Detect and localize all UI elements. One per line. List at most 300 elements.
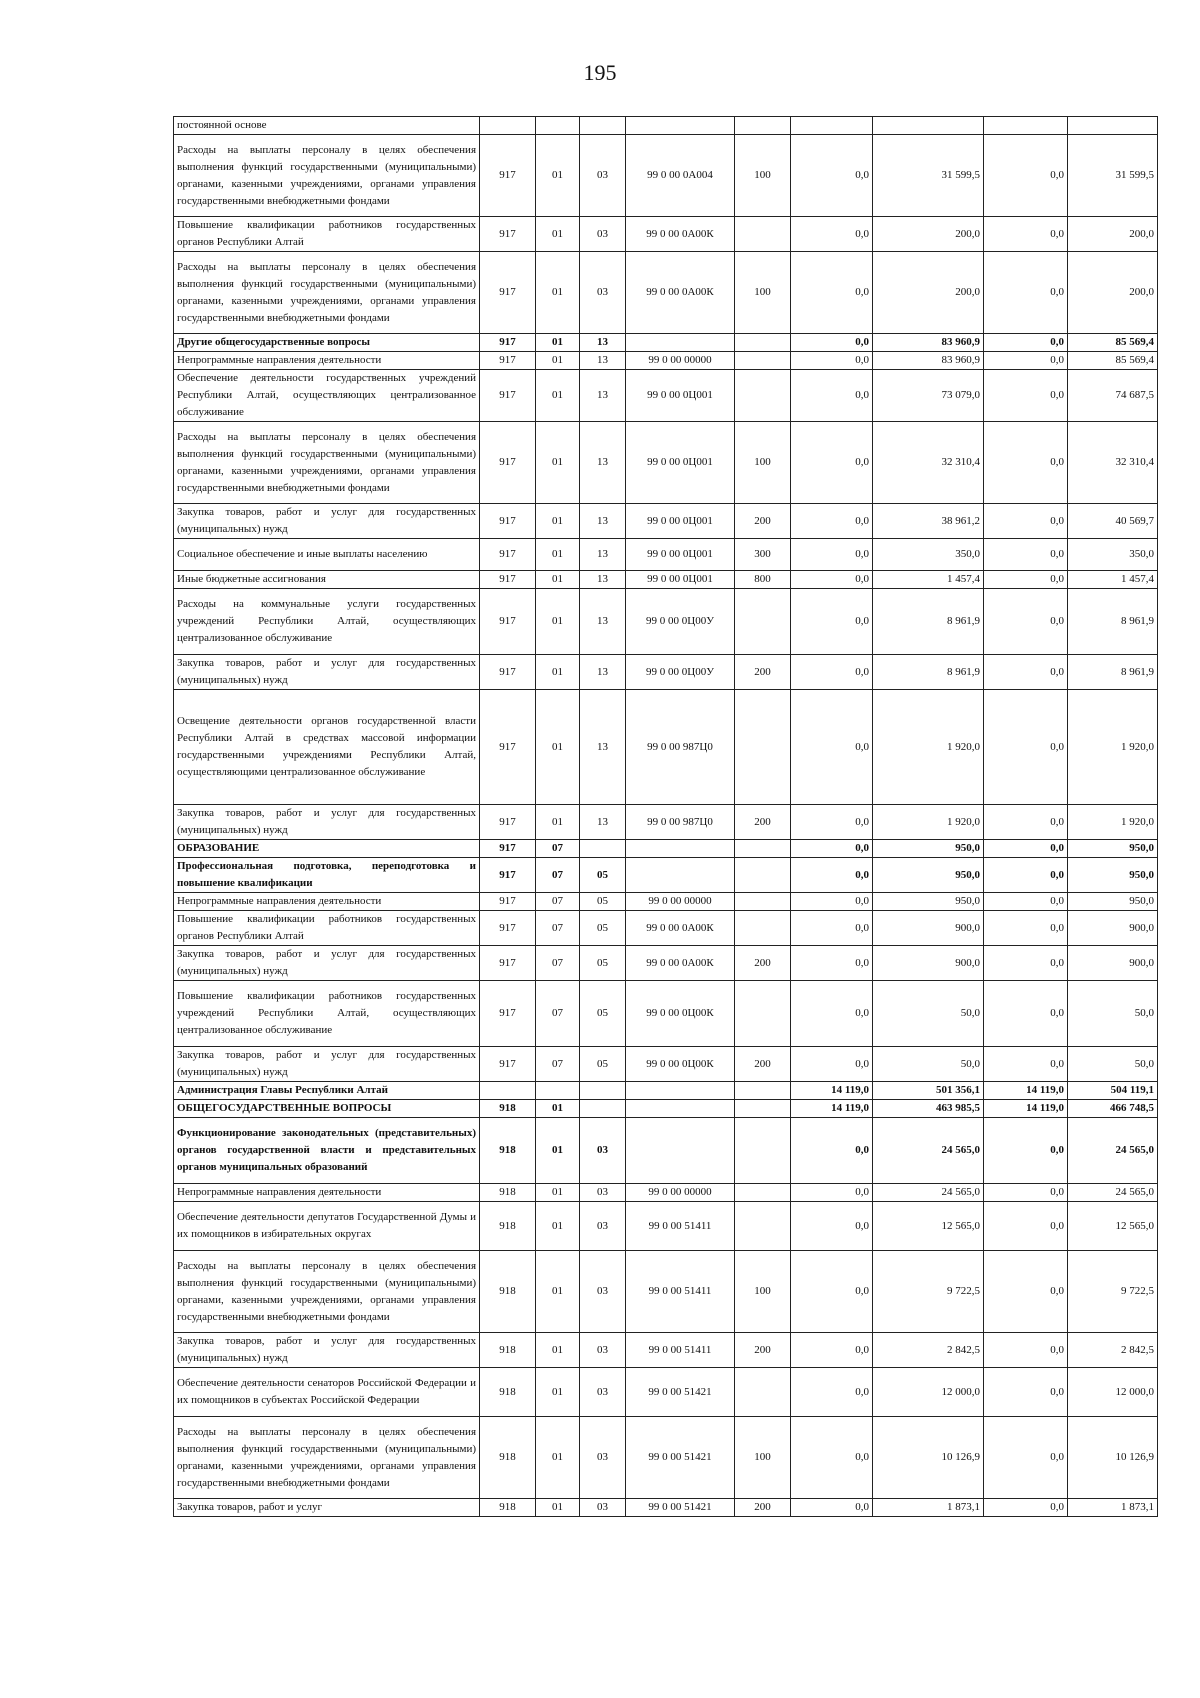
amount-col-3: 0,0 <box>984 571 1068 589</box>
expense-type-code: 200 <box>735 805 791 840</box>
table-row <box>174 1251 1158 1333</box>
table-body <box>174 117 1158 1517</box>
amount-col-3: 0,0 <box>984 1417 1068 1499</box>
amount-col-2: 1 457,4 <box>873 571 984 589</box>
amount-col-1: 0,0 <box>791 571 873 589</box>
amount-col-2: 200,0 <box>873 217 984 252</box>
section-code: 01 <box>536 1417 580 1499</box>
amount-col-4: 31 599,5 <box>1068 135 1158 217</box>
target-article-code <box>626 840 735 858</box>
expense-type-code: 100 <box>735 252 791 334</box>
row-name: Расходы на выплаты персоналу в целях обеспечения выполнения функций государственными (муниципальными) органами, казенными учреждениями, органами управления государственными внебюджетными фондами <box>174 1417 480 1499</box>
amount-col-3: 14 119,0 <box>984 1100 1068 1118</box>
amount-col-4: 24 565,0 <box>1068 1118 1158 1184</box>
table-row <box>174 981 1158 1047</box>
amount-col-2: 350,0 <box>873 539 984 571</box>
amount-col-3: 0,0 <box>984 805 1068 840</box>
section-code: 07 <box>536 981 580 1047</box>
table-row <box>174 858 1158 893</box>
ved-code: 917 <box>480 690 536 805</box>
table-row <box>174 135 1158 217</box>
ved-code <box>480 1082 536 1100</box>
row-name: Расходы на коммунальные услуги государственных учреждений Республики Алтай, осуществляющих централизованное обслуживание <box>174 589 480 655</box>
table-row <box>174 946 1158 981</box>
amount-col-3: 0,0 <box>984 858 1068 893</box>
amount-col-4: 12 565,0 <box>1068 1202 1158 1251</box>
amount-col-1: 0,0 <box>791 893 873 911</box>
target-article-code: 99 0 00 0Ц001 <box>626 571 735 589</box>
row-name: Повышение квалификации работников государственных органов Республики Алтай <box>174 217 480 252</box>
subsection-code: 13 <box>580 352 626 370</box>
expense-type-code <box>735 1100 791 1118</box>
ved-code: 918 <box>480 1251 536 1333</box>
table-row <box>174 893 1158 911</box>
amount-col-1: 0,0 <box>791 135 873 217</box>
expense-type-code <box>735 1368 791 1417</box>
amount-col-2: 73 079,0 <box>873 370 984 422</box>
row-name: Обеспечение деятельности сенаторов Российской Федерации и их помощников в субъектах Российской Федерации <box>174 1368 480 1417</box>
ved-code: 918 <box>480 1499 536 1517</box>
table-row <box>174 1184 1158 1202</box>
amount-col-2: 2 842,5 <box>873 1333 984 1368</box>
row-name: Закупка товаров, работ и услуг для государственных (муниципальных) нужд <box>174 1047 480 1082</box>
amount-col-1: 0,0 <box>791 539 873 571</box>
amount-col-1: 0,0 <box>791 252 873 334</box>
amount-col-1: 0,0 <box>791 1251 873 1333</box>
ved-code: 917 <box>480 893 536 911</box>
target-article-code <box>626 334 735 352</box>
ved-code: 917 <box>480 571 536 589</box>
amount-col-3: 0,0 <box>984 911 1068 946</box>
target-article-code: 99 0 00 51421 <box>626 1368 735 1417</box>
target-article-code: 99 0 00 0Ц001 <box>626 504 735 539</box>
expense-type-code: 200 <box>735 1333 791 1368</box>
amount-col-3: 0,0 <box>984 893 1068 911</box>
subsection-code: 03 <box>580 217 626 252</box>
row-name: Иные бюджетные ассигнования <box>174 571 480 589</box>
amount-col-2: 50,0 <box>873 1047 984 1082</box>
row-name: Повышение квалификации работников государственных органов Республики Алтай <box>174 911 480 946</box>
subsection-code: 03 <box>580 1251 626 1333</box>
expense-type-code <box>735 1082 791 1100</box>
amount-col-4: 32 310,4 <box>1068 422 1158 504</box>
table-row <box>174 217 1158 252</box>
row-name: ОБРАЗОВАНИЕ <box>174 840 480 858</box>
subsection-code: 03 <box>580 1499 626 1517</box>
expense-type-code <box>735 690 791 805</box>
target-article-code: 99 0 00 0Ц001 <box>626 539 735 571</box>
subsection-code: 13 <box>580 589 626 655</box>
expense-type-code <box>735 840 791 858</box>
subsection-code: 13 <box>580 571 626 589</box>
section-code: 07 <box>536 911 580 946</box>
amount-col-3: 0,0 <box>984 422 1068 504</box>
subsection-code: 05 <box>580 1047 626 1082</box>
table-row <box>174 571 1158 589</box>
row-name: Обеспечение деятельности государственных учреждений Республики Алтай, осуществляющих централизованное обслуживание <box>174 370 480 422</box>
target-article-code: 99 0 00 987Ц0 <box>626 805 735 840</box>
row-name: Непрограммные направления деятельности <box>174 893 480 911</box>
subsection-code: 13 <box>580 655 626 690</box>
amount-col-3: 0,0 <box>984 690 1068 805</box>
expense-type-code: 200 <box>735 655 791 690</box>
section-code: 01 <box>536 352 580 370</box>
section-code: 01 <box>536 1118 580 1184</box>
target-article-code: 99 0 00 51411 <box>626 1251 735 1333</box>
amount-col-2: 463 985,5 <box>873 1100 984 1118</box>
table-row <box>174 1082 1158 1100</box>
row-name: Закупка товаров, работ и услуг <box>174 1499 480 1517</box>
ved-code: 917 <box>480 981 536 1047</box>
row-name: ОБЩЕГОСУДАРСТВЕННЫЕ ВОПРОСЫ <box>174 1100 480 1118</box>
subsection-code: 13 <box>580 805 626 840</box>
subsection-code: 13 <box>580 422 626 504</box>
amount-col-3: 0,0 <box>984 981 1068 1047</box>
section-code: 07 <box>536 1047 580 1082</box>
target-article-code <box>626 1118 735 1184</box>
row-name: Закупка товаров, работ и услуг для государственных (муниципальных) нужд <box>174 504 480 539</box>
amount-col-3: 0,0 <box>984 1333 1068 1368</box>
section-code: 01 <box>536 1368 580 1417</box>
target-article-code: 99 0 00 0А00К <box>626 217 735 252</box>
target-article-code <box>626 117 735 135</box>
target-article-code: 99 0 00 51421 <box>626 1417 735 1499</box>
amount-col-2: 24 565,0 <box>873 1118 984 1184</box>
page-number: 195 <box>583 60 617 85</box>
amount-col-2 <box>873 117 984 135</box>
ved-code: 917 <box>480 946 536 981</box>
table-row <box>174 504 1158 539</box>
table-row <box>174 539 1158 571</box>
target-article-code <box>626 858 735 893</box>
amount-col-4: 85 569,4 <box>1068 352 1158 370</box>
target-article-code: 99 0 00 00000 <box>626 1184 735 1202</box>
row-name: Расходы на выплаты персоналу в целях обеспечения выполнения функций государственными (муниципальными) органами, казенными учреждениями, органами управления государственными внебюджетными фондами <box>174 422 480 504</box>
expense-type-code <box>735 1184 791 1202</box>
section-code: 01 <box>536 571 580 589</box>
row-name: Закупка товаров, работ и услуг для государственных (муниципальных) нужд <box>174 1333 480 1368</box>
amount-col-4: 200,0 <box>1068 252 1158 334</box>
amount-col-2: 501 356,1 <box>873 1082 984 1100</box>
amount-col-1: 0,0 <box>791 1118 873 1184</box>
section-code: 01 <box>536 1499 580 1517</box>
table-row <box>174 1118 1158 1184</box>
amount-col-3: 0,0 <box>984 252 1068 334</box>
expense-type-code: 800 <box>735 571 791 589</box>
amount-col-4: 40 569,7 <box>1068 504 1158 539</box>
ved-code: 917 <box>480 911 536 946</box>
amount-col-4: 900,0 <box>1068 946 1158 981</box>
subsection-code: 03 <box>580 252 626 334</box>
ved-code: 917 <box>480 655 536 690</box>
ved-code: 917 <box>480 589 536 655</box>
amount-col-1: 0,0 <box>791 504 873 539</box>
amount-col-1: 0,0 <box>791 1333 873 1368</box>
ved-code: 917 <box>480 135 536 217</box>
subsection-code: 13 <box>580 539 626 571</box>
table-row <box>174 252 1158 334</box>
row-name: Социальное обеспечение и иные выплаты населению <box>174 539 480 571</box>
section-code: 01 <box>536 217 580 252</box>
section-code: 01 <box>536 135 580 217</box>
amount-col-2: 31 599,5 <box>873 135 984 217</box>
table-row <box>174 690 1158 805</box>
row-name: Функционирование законодательных (представительных) органов государственной власти и представительных органов муниципальных образований <box>174 1118 480 1184</box>
amount-col-4: 24 565,0 <box>1068 1184 1158 1202</box>
section-code: 01 <box>536 690 580 805</box>
expense-type-code <box>735 1118 791 1184</box>
amount-col-3: 0,0 <box>984 334 1068 352</box>
amount-col-4: 950,0 <box>1068 840 1158 858</box>
target-article-code: 99 0 00 0А00К <box>626 911 735 946</box>
amount-col-1: 0,0 <box>791 946 873 981</box>
amount-col-1: 0,0 <box>791 1047 873 1082</box>
expense-type-code <box>735 858 791 893</box>
amount-col-2: 83 960,9 <box>873 352 984 370</box>
section-code: 01 <box>536 655 580 690</box>
amount-col-2: 1 920,0 <box>873 690 984 805</box>
target-article-code: 99 0 00 51421 <box>626 1499 735 1517</box>
amount-col-1: 0,0 <box>791 911 873 946</box>
target-article-code: 99 0 00 0Ц001 <box>626 370 735 422</box>
expense-type-code <box>735 217 791 252</box>
amount-col-3: 0,0 <box>984 539 1068 571</box>
table-row <box>174 334 1158 352</box>
target-article-code: 99 0 00 0Ц00К <box>626 1047 735 1082</box>
table-row <box>174 1499 1158 1517</box>
section-code: 01 <box>536 1100 580 1118</box>
subsection-code: 03 <box>580 1333 626 1368</box>
subsection-code: 03 <box>580 1118 626 1184</box>
table-row <box>174 1047 1158 1082</box>
target-article-code: 99 0 00 00000 <box>626 893 735 911</box>
amount-col-4: 85 569,4 <box>1068 334 1158 352</box>
ved-code: 917 <box>480 422 536 504</box>
target-article-code <box>626 1082 735 1100</box>
table-row <box>174 805 1158 840</box>
subsection-code: 03 <box>580 1417 626 1499</box>
amount-col-2: 12 565,0 <box>873 1202 984 1251</box>
amount-col-4: 2 842,5 <box>1068 1333 1158 1368</box>
expense-type-code: 300 <box>735 539 791 571</box>
amount-col-1: 0,0 <box>791 1417 873 1499</box>
ved-code: 917 <box>480 539 536 571</box>
table-row <box>174 1100 1158 1118</box>
expense-type-code <box>735 893 791 911</box>
amount-col-3: 0,0 <box>984 217 1068 252</box>
subsection-code: 13 <box>580 370 626 422</box>
amount-col-3: 0,0 <box>984 1251 1068 1333</box>
amount-col-2: 950,0 <box>873 893 984 911</box>
amount-col-2: 1 920,0 <box>873 805 984 840</box>
row-name: Расходы на выплаты персоналу в целях обеспечения выполнения функций государственными (муниципальными) органами, казенными учреждениями, органами управления государственными внебюджетными фондами <box>174 252 480 334</box>
table-row <box>174 911 1158 946</box>
amount-col-1: 0,0 <box>791 589 873 655</box>
section-code: 01 <box>536 370 580 422</box>
amount-col-1: 0,0 <box>791 370 873 422</box>
ved-code: 918 <box>480 1417 536 1499</box>
amount-col-4: 8 961,9 <box>1068 655 1158 690</box>
target-article-code: 99 0 00 51411 <box>626 1202 735 1251</box>
subsection-code <box>580 117 626 135</box>
subsection-code: 03 <box>580 1202 626 1251</box>
amount-col-4: 1 873,1 <box>1068 1499 1158 1517</box>
amount-col-2: 9 722,5 <box>873 1251 984 1333</box>
expense-type-code: 200 <box>735 946 791 981</box>
section-code <box>536 117 580 135</box>
amount-col-3: 0,0 <box>984 135 1068 217</box>
amount-col-1: 14 119,0 <box>791 1100 873 1118</box>
ved-code: 917 <box>480 858 536 893</box>
amount-col-3: 0,0 <box>984 840 1068 858</box>
row-name: Обеспечение деятельности депутатов Государственной Думы и их помощников в избирательных округах <box>174 1202 480 1251</box>
amount-col-4: 10 126,9 <box>1068 1417 1158 1499</box>
amount-col-2: 50,0 <box>873 981 984 1047</box>
amount-col-3: 0,0 <box>984 1047 1068 1082</box>
ved-code: 918 <box>480 1118 536 1184</box>
expense-type-code <box>735 370 791 422</box>
amount-col-3: 0,0 <box>984 1202 1068 1251</box>
ved-code <box>480 117 536 135</box>
amount-col-4: 900,0 <box>1068 911 1158 946</box>
ved-code: 917 <box>480 352 536 370</box>
subsection-code: 03 <box>580 135 626 217</box>
amount-col-2: 8 961,9 <box>873 589 984 655</box>
expense-type-code <box>735 352 791 370</box>
row-name: Профессиональная подготовка, переподготовка и повышение квалификации <box>174 858 480 893</box>
ved-code: 918 <box>480 1202 536 1251</box>
expense-type-code <box>735 334 791 352</box>
amount-col-1 <box>791 117 873 135</box>
target-article-code: 99 0 00 00000 <box>626 352 735 370</box>
amount-col-1: 0,0 <box>791 690 873 805</box>
subsection-code <box>580 1082 626 1100</box>
expense-type-code <box>735 981 791 1047</box>
amount-col-4: 8 961,9 <box>1068 589 1158 655</box>
subsection-code: 05 <box>580 981 626 1047</box>
target-article-code: 99 0 00 0Ц00У <box>626 589 735 655</box>
section-code: 07 <box>536 840 580 858</box>
expense-type-code: 200 <box>735 504 791 539</box>
section-code: 07 <box>536 946 580 981</box>
amount-col-2: 32 310,4 <box>873 422 984 504</box>
amount-col-1: 0,0 <box>791 805 873 840</box>
amount-col-4: 50,0 <box>1068 981 1158 1047</box>
expense-type-code <box>735 1202 791 1251</box>
table-row <box>174 422 1158 504</box>
target-article-code: 99 0 00 0А004 <box>626 135 735 217</box>
amount-col-1: 0,0 <box>791 840 873 858</box>
table-row <box>174 1417 1158 1499</box>
ved-code: 917 <box>480 504 536 539</box>
table-row <box>174 117 1158 135</box>
amount-col-1: 0,0 <box>791 981 873 1047</box>
amount-col-4 <box>1068 117 1158 135</box>
amount-col-4: 1 457,4 <box>1068 571 1158 589</box>
row-name: Непрограммные направления деятельности <box>174 352 480 370</box>
amount-col-2: 1 873,1 <box>873 1499 984 1517</box>
subsection-code: 05 <box>580 946 626 981</box>
amount-col-3 <box>984 117 1068 135</box>
table-row <box>174 352 1158 370</box>
subsection-code: 13 <box>580 334 626 352</box>
amount-col-4: 1 920,0 <box>1068 805 1158 840</box>
amount-col-3: 14 119,0 <box>984 1082 1068 1100</box>
amount-col-3: 0,0 <box>984 589 1068 655</box>
row-name: постоянной основе <box>174 117 480 135</box>
amount-col-1: 0,0 <box>791 858 873 893</box>
table-row <box>174 1202 1158 1251</box>
ved-code: 918 <box>480 1100 536 1118</box>
subsection-code: 05 <box>580 911 626 946</box>
table-row <box>174 840 1158 858</box>
amount-col-4: 12 000,0 <box>1068 1368 1158 1417</box>
row-name: Закупка товаров, работ и услуг для государственных (муниципальных) нужд <box>174 946 480 981</box>
amount-col-3: 0,0 <box>984 352 1068 370</box>
amount-col-2: 38 961,2 <box>873 504 984 539</box>
target-article-code: 99 0 00 0Ц00К <box>626 981 735 1047</box>
ved-code: 917 <box>480 217 536 252</box>
amount-col-4: 74 687,5 <box>1068 370 1158 422</box>
amount-col-2: 950,0 <box>873 840 984 858</box>
amount-col-1: 0,0 <box>791 1184 873 1202</box>
section-code: 01 <box>536 504 580 539</box>
ved-code: 917 <box>480 370 536 422</box>
ved-code: 917 <box>480 334 536 352</box>
target-article-code: 99 0 00 0Ц001 <box>626 422 735 504</box>
amount-col-2: 24 565,0 <box>873 1184 984 1202</box>
expense-type-code: 100 <box>735 422 791 504</box>
expense-type-code <box>735 911 791 946</box>
amount-col-3: 0,0 <box>984 1368 1068 1417</box>
section-code: 07 <box>536 893 580 911</box>
amount-col-1: 0,0 <box>791 1202 873 1251</box>
amount-col-3: 0,0 <box>984 370 1068 422</box>
row-name: Закупка товаров, работ и услуг для государственных (муниципальных) нужд <box>174 655 480 690</box>
amount-col-1: 14 119,0 <box>791 1082 873 1100</box>
section-code: 01 <box>536 539 580 571</box>
section-code: 01 <box>536 252 580 334</box>
amount-col-2: 900,0 <box>873 911 984 946</box>
ved-code: 917 <box>480 805 536 840</box>
amount-col-4: 504 119,1 <box>1068 1082 1158 1100</box>
section-code: 01 <box>536 1202 580 1251</box>
ved-code: 918 <box>480 1333 536 1368</box>
row-name: Повышение квалификации работников государственных учреждений Республики Алтай, осуществляющих централизованное обслуживание <box>174 981 480 1047</box>
ved-code: 917 <box>480 840 536 858</box>
amount-col-3: 0,0 <box>984 1499 1068 1517</box>
amount-col-2: 900,0 <box>873 946 984 981</box>
row-name: Администрация Главы Республики Алтай <box>174 1082 480 1100</box>
target-article-code <box>626 1100 735 1118</box>
section-code: 01 <box>536 334 580 352</box>
amount-col-4: 950,0 <box>1068 893 1158 911</box>
section-code: 01 <box>536 589 580 655</box>
section-code: 01 <box>536 1184 580 1202</box>
subsection-code <box>580 1100 626 1118</box>
amount-col-1: 0,0 <box>791 422 873 504</box>
section-code: 01 <box>536 1251 580 1333</box>
section-code <box>536 1082 580 1100</box>
amount-col-2: 200,0 <box>873 252 984 334</box>
section-code: 01 <box>536 805 580 840</box>
subsection-code: 03 <box>580 1184 626 1202</box>
amount-col-4: 200,0 <box>1068 217 1158 252</box>
budget-table <box>173 116 1158 1517</box>
subsection-code: 05 <box>580 858 626 893</box>
row-name: Расходы на выплаты персоналу в целях обеспечения выполнения функций государственными (муниципальными) органами, казенными учреждениями, органами управления государственными внебюджетными фондами <box>174 135 480 217</box>
table-row <box>174 589 1158 655</box>
